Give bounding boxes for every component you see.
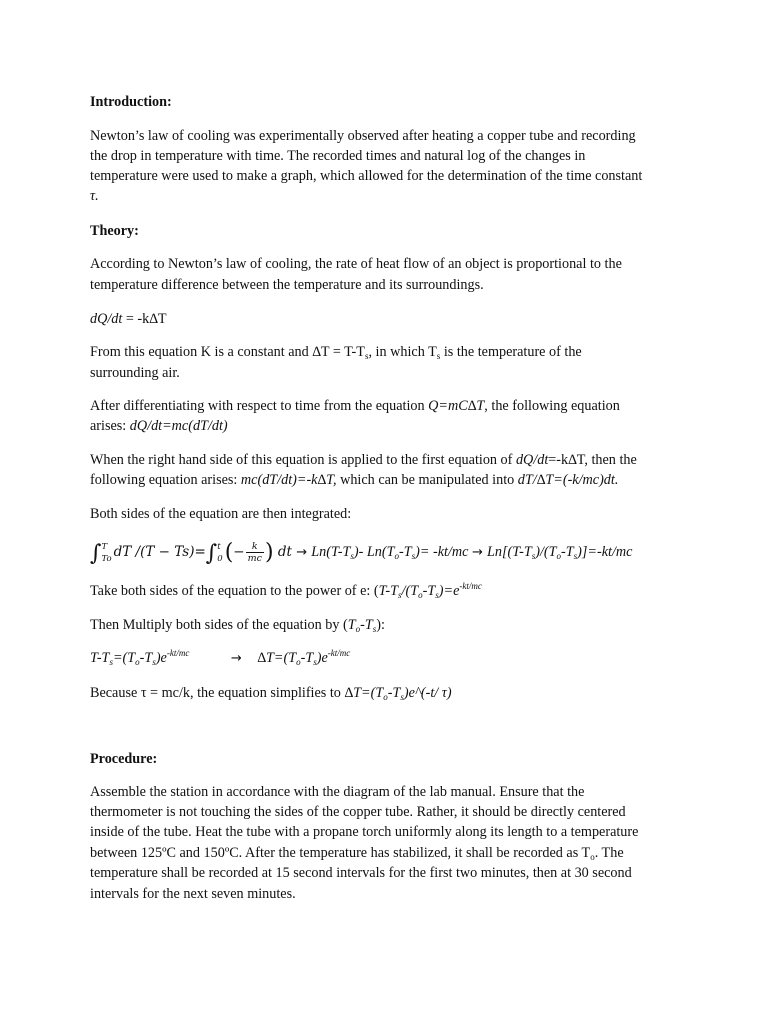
intro-line-4: τ. [90, 188, 99, 204]
p4-line2-text-a: following equation arises: [90, 472, 241, 488]
final-equations [90, 648, 350, 669]
integral-expression-1: dT /(T − Ts)= [113, 544, 206, 560]
fraction-k-over-mc: $\frac{k}{mc}$ [247, 541, 262, 564]
intro-line-1: Newton’s law of cooling was experimentally observed after heating a copper tube and recording [90, 128, 636, 144]
theory-p2-line-1 [90, 342, 582, 362]
integral-sign-2: ∫ [205, 541, 218, 566]
intro-heading: Introduction: [90, 94, 172, 110]
p4-text-a: When the right hand side of this equation is applied to the first equation of [90, 452, 516, 468]
p2-text-c: is the temperature of the [440, 344, 582, 360]
theory-heading: Theory: [90, 223, 139, 239]
theory-p3-line-1 [90, 396, 620, 416]
arrow-icon: → [472, 545, 488, 560]
procedure-line-5: temperature shall be recorded at 15 second intervals for the first two minutes, then at 30 second [90, 865, 632, 881]
p4-equation: dQ/dt [515, 452, 549, 468]
p2-sub-s2: s [436, 351, 441, 361]
p2-text-a: From this equation K is a constant and ∆T = T-T [90, 344, 365, 360]
p2-text-b: , in which T [368, 344, 437, 360]
theory-p4-line-2 [90, 470, 618, 490]
intro-line-2: the drop in temperature with time. The recorded times and natural log of the changes in [90, 148, 586, 164]
integral-limits-2: t 0 [217, 541, 223, 564]
procedure-line-2: thermometer is not touching the sides of the copper tube. Rather, it should be directly centered [90, 804, 626, 820]
p3-text-b: , the following equation [484, 398, 620, 414]
equation-heat-flow [90, 309, 167, 329]
arrow-icon: → [296, 545, 312, 560]
p2-sub-s: s [364, 351, 369, 361]
procedure-heading: Procedure: [90, 751, 158, 767]
theory-p1-line-1: According to Newton’s law of cooling, the rate of heat flow of an object is proportional to the [90, 256, 622, 272]
integral-sign-1: ∫ [90, 541, 102, 566]
p3-text-a: After differentiating with respect to time from the equation [90, 398, 429, 414]
theory-p6: Take both sides of the equation to the power of e: ($T-T_s/(T_o-T_s)=e^{-kt/mc}$ [90, 581, 482, 600]
p4-line2-equation: mc(dT/dt)=-k∆T, [240, 472, 337, 488]
procedure-line-3: inside of the tube. Heat the tube with a propane torch uniformly along its length to a temperature [90, 824, 639, 840]
p3-line2-equation: dQ/dt=mc(dT/dt) [129, 418, 228, 434]
theory-p2-line-2: surrounding air. [90, 365, 180, 381]
arrow-icon: → [230, 651, 242, 666]
p3-line2-text: arises: [90, 418, 130, 434]
p4-text-b: =-k∆T, then the [548, 452, 637, 468]
integral-limits-1: T To [101, 541, 112, 564]
theory-p1-line-2: temperature difference between the temperature and its surroundings. [90, 277, 484, 293]
theory-p5: Both sides of the equation are then integrated: [90, 506, 352, 522]
eq1-italic: dQ/dt [90, 311, 123, 327]
intro-line-3: temperature were used to make a graph, which allowed for the determination of the time constant [90, 168, 643, 184]
theory-p7: Then Multiply both sides of the equation by $(T_o-T_s)$: [90, 617, 385, 634]
final-equation-2: $\Delta T=(T_o-T_s)e^{-kt/mc}$ [257, 648, 351, 667]
theory-p3-line-2 [90, 416, 228, 436]
p4-line2-equation-2: dT/∆T=(-k/mc)dt. [517, 472, 619, 488]
eq1-rest: = -k∆T [122, 311, 167, 327]
final-equation-1: $T-T_s=(T_o-T_s)e^{-kt/mc}$ [90, 648, 190, 667]
procedure-line-1: Assemble the station in accordance with the diagram of the lab manual. Ensure that the [90, 784, 585, 800]
theory-p8: Because τ = mc/k, the equation simplifies to $\Delta T=(T_o-T_s)e\^{}(-t/$ τ) [90, 685, 452, 702]
integral-lhs: ∫ T To dT /(T − Ts)=∫ t 0 (− $\frac{k}{mc}$ ) dt [90, 540, 292, 566]
p4-line2-text-b: which can be manipulated into [336, 472, 518, 488]
procedure-line-4: between 125ºC and 150ºC. After the temperature has stabilized, it shall be recorded as $T_o$. The [90, 845, 624, 862]
procedure-line-6: intervals for the next seven minutes. [90, 886, 296, 902]
integral-dt: dt [277, 544, 292, 560]
theory-p4-line-1 [90, 450, 637, 470]
p3-equation: Q=mC∆T [428, 398, 485, 414]
integral-equation: ∫ T To dT /(T − Ts)=∫ t 0 (− $\frac{k}{mc}$ ) dt → $Ln(T-T_s)-$ $Ln(T_o-T_s)= -kt/mc \to Ln[(T-T_s)/(T_o-T_s)]=-kt/mc$ [90, 540, 633, 566]
